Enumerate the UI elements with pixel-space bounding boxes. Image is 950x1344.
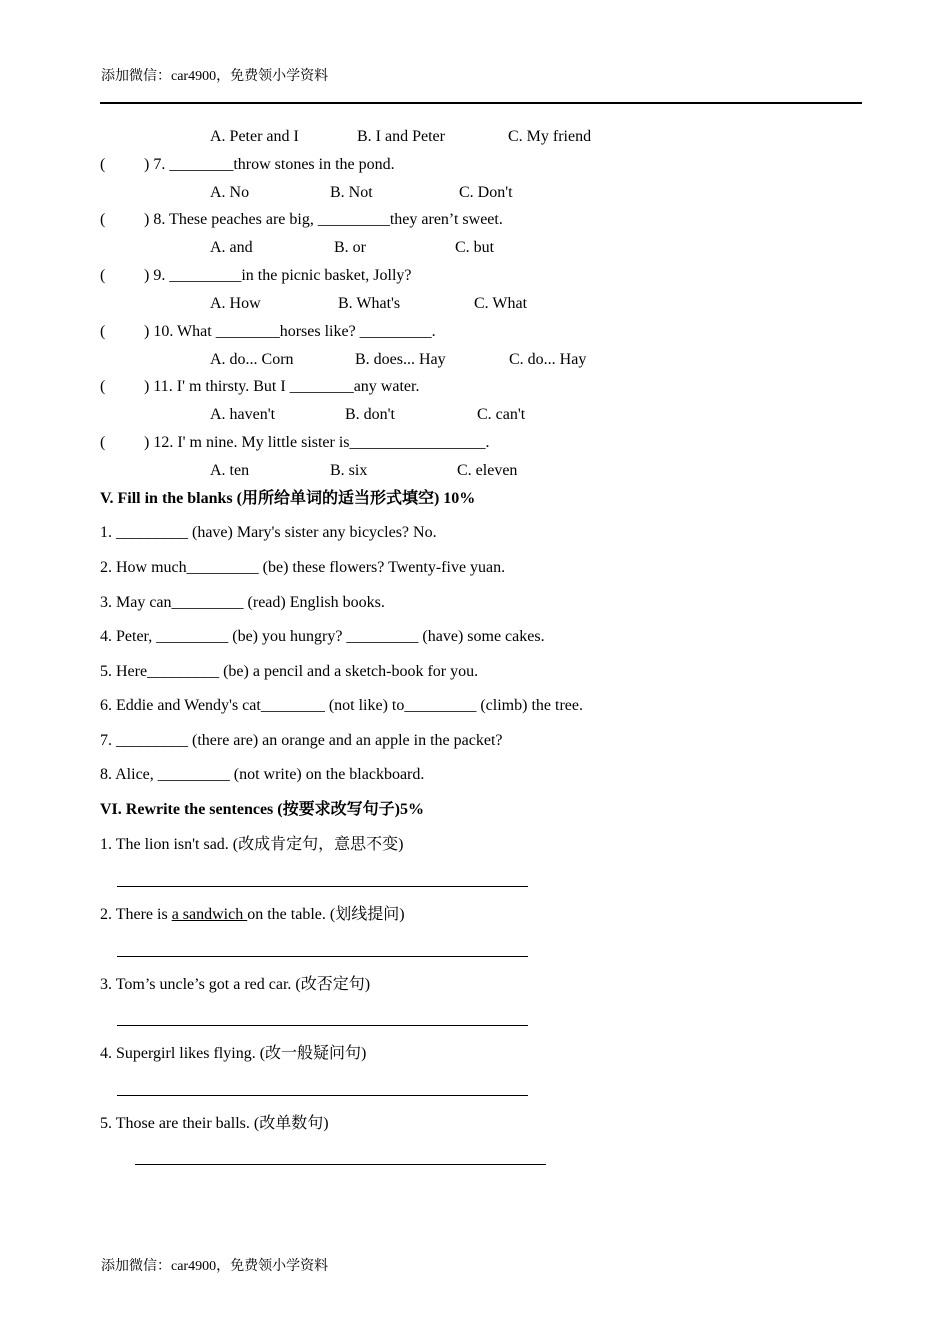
option-b: B. or — [334, 239, 366, 256]
answer-bracket: ( — [100, 211, 106, 228]
fill-item-2: 2. How much_________ (be) these flowers? Twenty-five yuan. — [100, 559, 506, 576]
option-b: B. I and Peter — [357, 128, 445, 145]
option-c: C. but — [455, 239, 495, 256]
option-a: A. No — [210, 184, 250, 201]
rewrite-item-2 — [100, 905, 405, 925]
option-b: B. don't — [345, 406, 395, 423]
option-c: C. eleven — [457, 462, 518, 479]
page-header-watermark: 添加微信：car4900，免费领小学资料 — [101, 69, 329, 84]
rewrite-item-1 — [100, 835, 403, 855]
option-c: C. My friend — [508, 128, 592, 145]
option-c: C. do... Hay — [509, 351, 587, 368]
answer-line-2[interactable] — [117, 956, 528, 957]
rewrite-prompt: 4. Supergirl likes flying. (改一般疑问句) — [100, 1045, 367, 1062]
answer-line-5[interactable] — [135, 1164, 546, 1165]
answer-line-3[interactable] — [117, 1025, 528, 1026]
option-b: B. does... Hay — [355, 351, 446, 368]
rewrite-item-5 — [100, 1114, 329, 1134]
question-text: ) 10. What ________horses like? _________. — [144, 323, 436, 340]
question-text: ) 11. I' m thirsty. But I ________any water. — [144, 378, 420, 395]
option-a: A. do... Corn — [210, 351, 294, 368]
rewrite-prompt-suffix: on the table. (划线提问) — [247, 906, 405, 923]
rewrite-item-3 — [100, 975, 370, 995]
header-divider — [100, 102, 862, 104]
page-footer-watermark: 添加微信：car4900，免费领小学资料 — [101, 1259, 329, 1274]
fill-item-4: 4. Peter, _________ (be) you hungry? _________ (have) some cakes. — [100, 628, 545, 645]
answer-bracket: ( — [100, 267, 106, 284]
option-c: C. Don't — [459, 184, 513, 201]
option-b: B. Not — [330, 184, 373, 201]
question-text: ) 7. ________throw stones in the pond. — [144, 156, 395, 173]
option-a: A. haven't — [210, 406, 276, 423]
option-c: C. can't — [477, 406, 526, 423]
option-b: B. What's — [338, 295, 401, 312]
rewrite-item-4 — [100, 1044, 366, 1064]
answer-bracket: ( — [100, 434, 106, 451]
question-text: ) 12. I' m nine. My little sister is_________________. — [144, 434, 490, 451]
section-vi-title: VI. Rewrite the sentences (按要求改写句子)5% — [100, 801, 424, 818]
fill-item-3: 3. May can_________ (read) English books. — [100, 594, 385, 611]
fill-item-1: 1. _________ (have) Mary's sister any bicycles? No. — [100, 524, 437, 541]
fill-item-8: 8. Alice, _________ (not write) on the blackboard. — [100, 766, 425, 783]
rewrite-prompt: 2. There is — [100, 906, 172, 923]
question-text: ) 9. _________in the picnic basket, Jolly? — [144, 267, 412, 284]
option-a: A. Peter and I — [210, 128, 299, 145]
rewrite-prompt: 5. Those are their balls. (改单数句) — [100, 1115, 329, 1132]
option-a: A. ten — [210, 462, 250, 479]
section-v-title: V. Fill in the blanks (用所给单词的适当形式填空) 10% — [100, 490, 476, 507]
answer-line-1[interactable] — [117, 886, 528, 887]
fill-item-7: 7. _________ (there are) an orange and an apple in the packet? — [100, 732, 503, 749]
option-a: A. How — [210, 295, 261, 312]
option-c: C. What — [474, 295, 528, 312]
option-b: B. six — [330, 462, 368, 479]
underlined-phrase: a sandwich — [171, 906, 248, 923]
answer-line-4[interactable] — [117, 1095, 528, 1096]
answer-bracket: ( — [100, 156, 106, 173]
fill-item-6: 6. Eddie and Wendy's cat________ (not like) to_________ (climb) the tree. — [100, 697, 583, 714]
option-a: A. and — [210, 239, 253, 256]
rewrite-prompt: 1. The lion isn't sad. (改成肯定句，意思不变) — [100, 836, 404, 853]
answer-bracket: ( — [100, 378, 106, 395]
fill-item-5: 5. Here_________ (be) a pencil and a sketch-book for you. — [100, 663, 479, 680]
question-text: ) 8. These peaches are big, _________they aren’t sweet. — [144, 211, 503, 228]
rewrite-prompt: 3. Tom’s uncle’s got a red car. (改否定句) — [100, 976, 371, 993]
answer-bracket: ( — [100, 323, 106, 340]
